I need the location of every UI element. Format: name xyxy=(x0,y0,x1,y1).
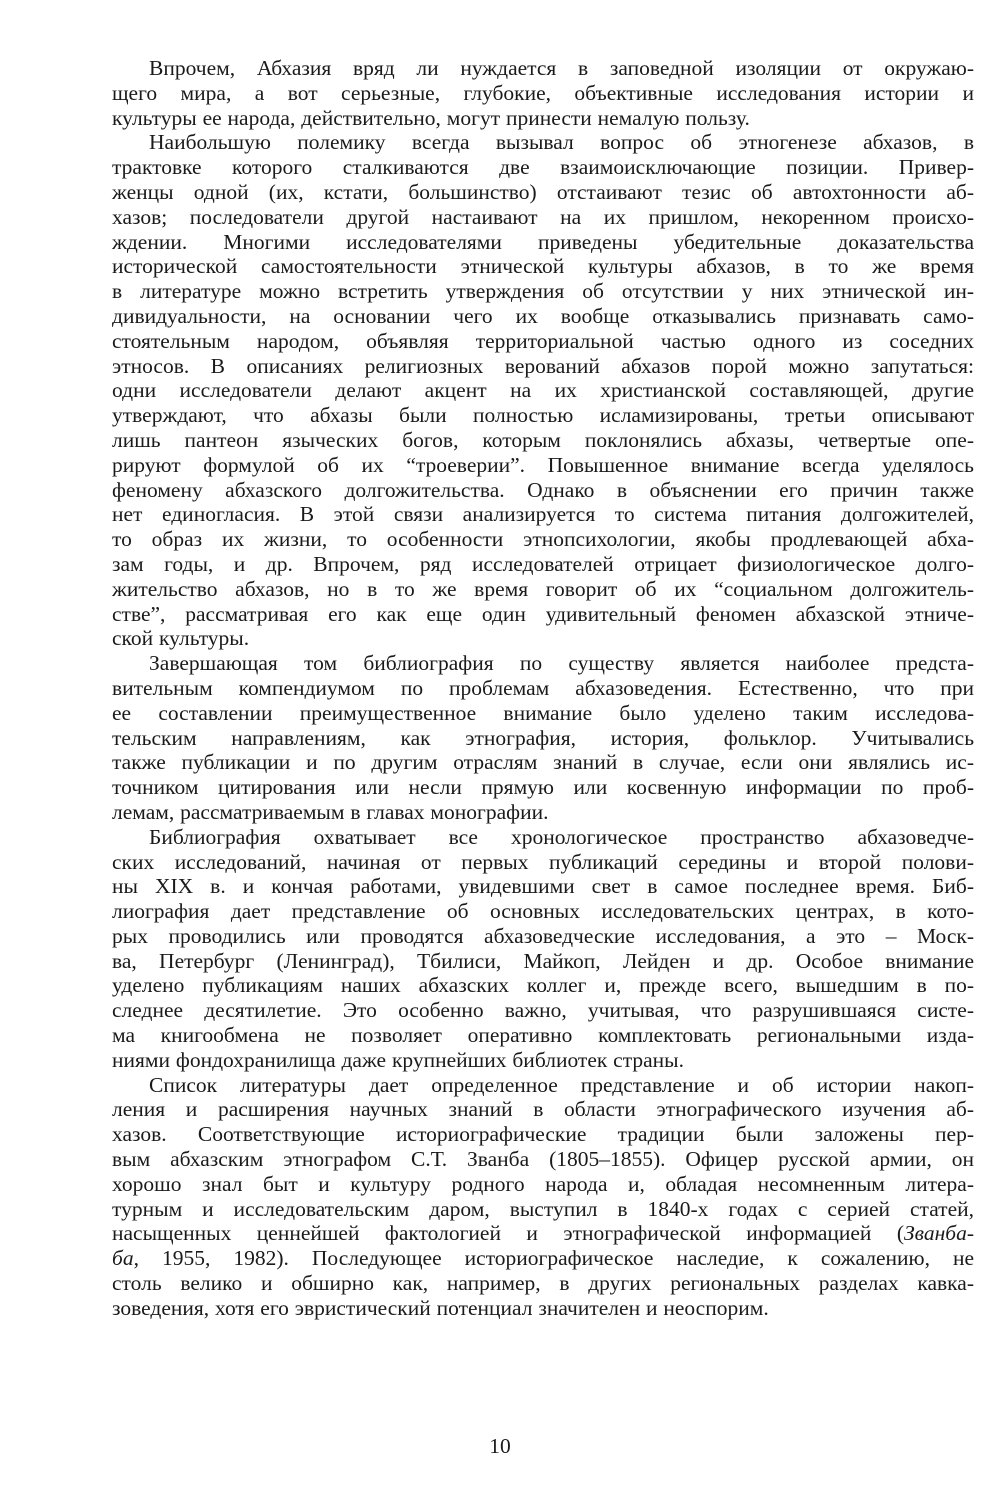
text-line: стве”, рассматривая его как еще один удивительный феномен абхазской этниче- xyxy=(112,601,974,626)
text-line: рых проводились или проводятся абхазоведческие исследования, а это – Моск- xyxy=(112,923,974,948)
text-line: жительство абхазов, но в то же время говорит об их “социальном долгожитель- xyxy=(112,576,974,601)
text-line: ления и расширения научных знаний в области этнографического изучения аб- xyxy=(112,1097,974,1122)
text-line: хазов; последователи другой настаивают на их пришлом, некоренном происхо- xyxy=(112,204,974,229)
text-line: тельским направлениям, как этнография, история, фольклор. Учитывались xyxy=(112,725,974,750)
text-line: вительным компендиумом по проблемам абхазоведения. Естественно, что при xyxy=(112,675,974,700)
text-line: исторической самостоятельности этнической культуры абхазов, в то же время xyxy=(112,254,974,279)
text-line: хазов. Соответствующие историографические традиции были заложены пер- xyxy=(112,1122,974,1147)
page-number: 10 xyxy=(489,1434,511,1458)
text-line: в литературе можно встретить утверждения об отсутствии у них этнической ин- xyxy=(112,279,974,304)
text-line: ее составлении преимущественное внимание было уделено таким исследова- xyxy=(112,700,974,725)
text-line: Впрочем, Абхазия вряд ли нуждается в заповедной изоляции от окружаю- xyxy=(149,56,974,80)
text-line: хорошо знал быт и культуру родного народа и, обладая несомненным литера- xyxy=(112,1171,974,1196)
text-line: зам годы, и др. Впрочем, ряд исследователей отрицает физиологическое долго- xyxy=(112,551,974,576)
text-line: рируют формулой об их “троеверии”. Повышенное внимание всегда уделялось xyxy=(112,452,974,477)
text-line: ждении. Многими исследователями приведены убедительные доказательства xyxy=(112,229,974,254)
paragraph-5 xyxy=(112,1073,974,1321)
text-line: то образ их жизни, то особенности этнопсихологии, якобы продлевающей абха- xyxy=(112,527,974,552)
text-line: ма книгообмена не позволяет оперативно комплектовать региональными изда- xyxy=(112,1023,974,1048)
text-line: лемам, рассматриваемым в главах монографии. xyxy=(112,799,549,824)
text-line: ской культуры. xyxy=(112,626,250,651)
text-line: щего мира, а вот серьезные, глубокие, объективные исследования истории и xyxy=(112,80,974,105)
document-page xyxy=(112,56,974,1321)
text-line: турным и исследовательским даром, выступил в 1840-х годах с серией статей, xyxy=(112,1196,974,1221)
text-line: ских исследований, начиная от первых публикаций середины и второй полови- xyxy=(112,849,974,874)
text-line: этносов. В описаниях религиозных верований абхазов порой можно запутаться: xyxy=(112,353,974,378)
paragraph-3 xyxy=(112,651,974,825)
text-line: женцы одной (их, кстати, большинство) отстаивают тезис об автохтонности аб- xyxy=(112,179,974,204)
paragraph-2 xyxy=(112,130,974,651)
author-citation: Званба- xyxy=(904,1221,974,1246)
text-line: следнее десятилетие. Это особенно важно, учитывая, что разрушившаяся систе- xyxy=(112,998,974,1023)
paragraph-4 xyxy=(112,825,974,1073)
text-line: Список литературы дает определенное представление и об истории накоп- xyxy=(149,1072,974,1097)
text-line: лишь пантеон языческих богов, которым поклонялись абхазы, четвертые опе- xyxy=(112,427,974,452)
text-line: ва, Петербург (Ленинград), Тбилиси, Майкоп, Лейден и др. Особое внимание xyxy=(112,948,974,973)
citation-line xyxy=(112,1246,974,1271)
text-line: точником цитирования или несли прямую или косвенную информации по проб- xyxy=(112,775,974,800)
text-line: стоятельным народом, объявляя территориальной частью одного из соседних xyxy=(112,328,974,353)
text-line: ниями фондохранилища даже крупнейших библиотек страны. xyxy=(112,1047,684,1072)
text-run: , 1955, 1982). Последующее историографическое наследие, к сожалению, не xyxy=(133,1246,974,1271)
text-line: также публикации и по другим отраслям знаний в случае, если они являлись ис- xyxy=(112,750,974,775)
text-line: столь велико и обширно как, например, в других региональных разделах кавка- xyxy=(112,1271,974,1296)
citation-line xyxy=(112,1221,974,1246)
text-line: Наибольшую полемику всегда вызывал вопрос об этногенезе абхазов, в xyxy=(149,130,974,155)
text-line: ны XIX в. и кончая работами, увидевшими свет в самое последнее время. Биб- xyxy=(112,874,974,899)
paragraph-1 xyxy=(112,56,974,130)
text-line: утверждают, что абхазы были полностью исламизированы, третьи описывают xyxy=(112,403,974,428)
author-citation: ба xyxy=(112,1246,134,1271)
text-line: Библиография охватывает все хронологическое пространство абхазоведче- xyxy=(149,824,974,849)
text-line: зоведения, хотя его эвристический потенциал значителен и неоспорим. xyxy=(112,1295,769,1320)
text-line: лиография дает представление об основных исследовательских центрах, в кото- xyxy=(112,899,974,924)
text-line: трактовке которого сталкиваются две взаимоисключающие позиции. Привер- xyxy=(112,155,974,180)
text-line: культуры ее народа, действительно, могут принести немалую пользу. xyxy=(112,105,750,130)
text-run: насыщенных ценнейшей фактологией и этнографической информацией ( xyxy=(112,1221,905,1246)
text-line: одни исследователи делают акцент на их христианской составляющей, другие xyxy=(112,378,974,403)
text-line: уделено публикациям наших абхазских коллег и, прежде всего, вышедшим в по- xyxy=(112,973,974,998)
text-line: дивидуальности, на основании чего их вообще отказывались признавать само- xyxy=(112,303,974,328)
text-line: нет единогласия. В этой связи анализируется то система питания долгожителей, xyxy=(112,502,974,527)
text-line: вым абхазским этнографом С.Т. Званба (1805–1855). Офицер русской армии, он xyxy=(112,1147,974,1172)
text-line: феномену абхазского долгожительства. Однако в объяснении его причин также xyxy=(112,477,974,502)
text-line: Завершающая том библиография по существу является наиболее предста- xyxy=(149,651,974,676)
